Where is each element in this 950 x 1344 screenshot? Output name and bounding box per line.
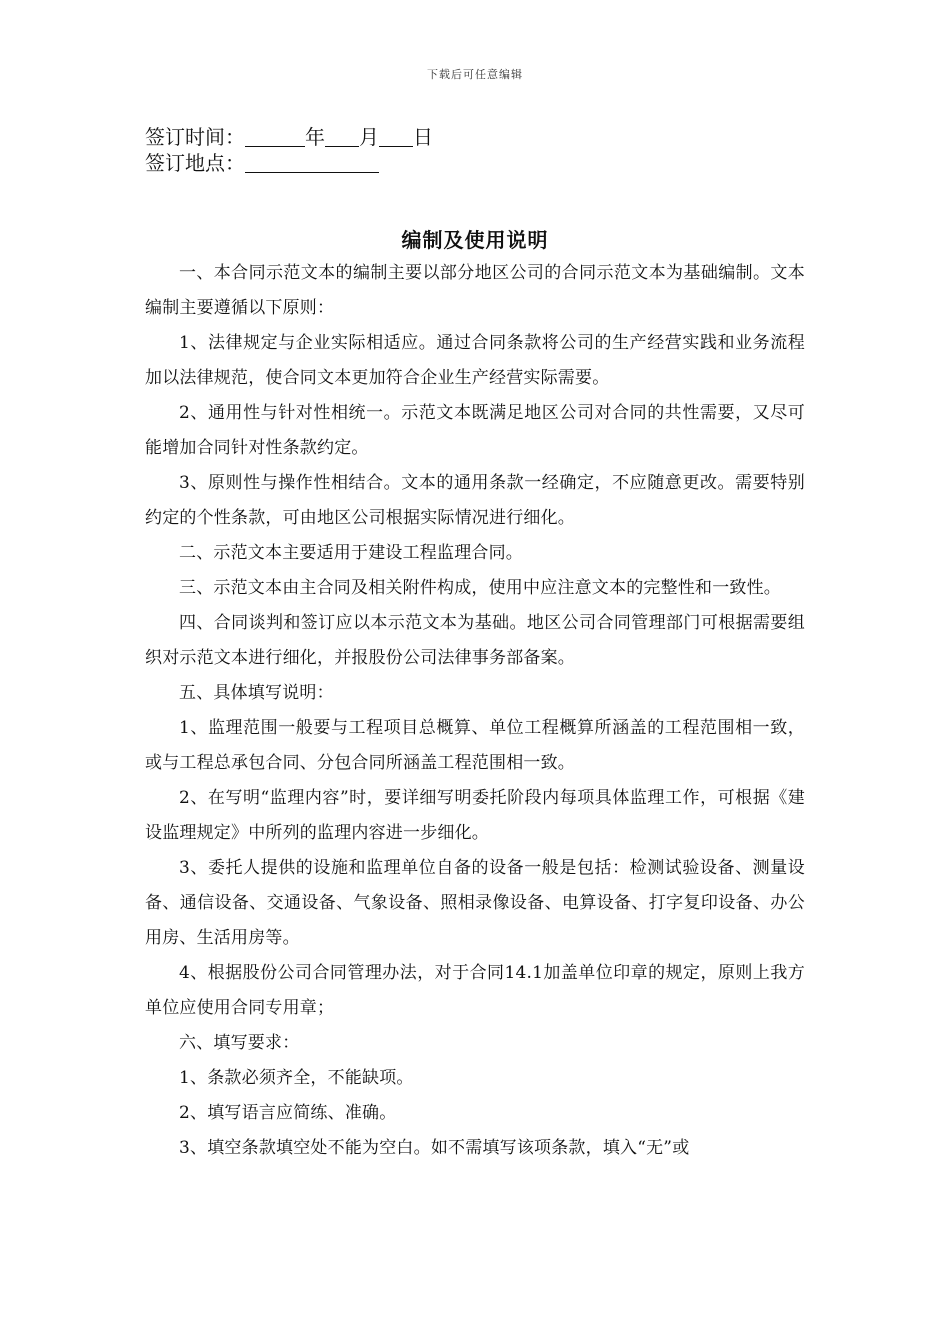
year-label: 年 <box>305 125 325 149</box>
paragraph: 六、填写要求： <box>179 1033 300 1053</box>
paragraph: 1、法律规定与企业实际相适应。通过合同条款将公司的生产经营实践和业务流程加以法律规范，使合同文本更加符合企业生产经营实际需要。 <box>145 333 805 388</box>
year-blank <box>245 126 305 147</box>
header-note: 下载后可任意编辑 <box>427 68 523 81</box>
paragraph: 2、在写明“监理内容”时，要详细写明委托阶段内每项具体监理工作，可根据《建设监理规定》中所列的监理内容进一步细化。 <box>145 788 805 843</box>
signing-time-label: 签订时间： <box>145 125 245 149</box>
document-title: 编制及使用说明 <box>401 228 549 252</box>
place-blank <box>245 152 379 173</box>
paragraph: 3、原则性与操作性相结合。文本的通用条款一经确定，不应随意更改。需要特别约定的个性条款，可由地区公司根据实际情况进行细化。 <box>145 473 805 528</box>
document-body <box>145 256 805 1166</box>
day-label: 日 <box>413 125 433 149</box>
paragraph: 3、填空条款填空处不能为空白。如不需填写该项条款，填入“无”或 <box>179 1138 690 1158</box>
paragraph: 二、示范文本主要适用于建设工程监理合同。 <box>179 543 523 563</box>
month-blank <box>325 126 359 147</box>
paragraph: 2、通用性与针对性相统一。示范文本既满足地区公司对合同的共性需要，又尽可能增加合同针对性条款约定。 <box>145 403 805 458</box>
paragraph: 三、示范文本由主合同及相关附件构成，使用中应注意文本的完整性和一致性。 <box>179 578 781 598</box>
month-label: 月 <box>359 125 379 149</box>
paragraph: 3、委托人提供的设施和监理单位自备的设备一般是包括：检测试验设备、测量设备、通信设备、交通设备、气象设备、照相录像设备、电算设备、打字复印设备、办公用房、生活用房等。 <box>145 858 805 948</box>
paragraph: 一、本合同示范文本的编制主要以部分地区公司的合同示范文本为基础编制。文本编制主要遵循以下原则： <box>145 263 805 318</box>
signing-time-row <box>145 124 433 150</box>
day-blank <box>379 126 413 147</box>
signing-block <box>145 124 433 176</box>
paragraph: 四、合同谈判和签订应以本示范文本为基础。地区公司合同管理部门可根据需要组织对示范文本进行细化，并报股份公司法律事务部备案。 <box>145 613 805 668</box>
signing-place-row <box>145 150 433 176</box>
paragraph: 2、填写语言应简练、准确。 <box>179 1103 397 1123</box>
paragraph: 4、根据股份公司合同管理办法，对于合同14.1加盖单位印章的规定，原则上我方单位应使用合同专用章； <box>145 963 805 1018</box>
signing-place-label: 签订地点： <box>145 151 245 175</box>
paragraph: 1、条款必须齐全，不能缺项。 <box>179 1068 414 1088</box>
paragraph: 1、监理范围一般要与工程项目总概算、单位工程概算所涵盖的工程范围相一致，或与工程总承包合同、分包合同所涵盖工程范围相一致。 <box>145 718 805 773</box>
paragraph: 五、具体填写说明： <box>179 683 334 703</box>
